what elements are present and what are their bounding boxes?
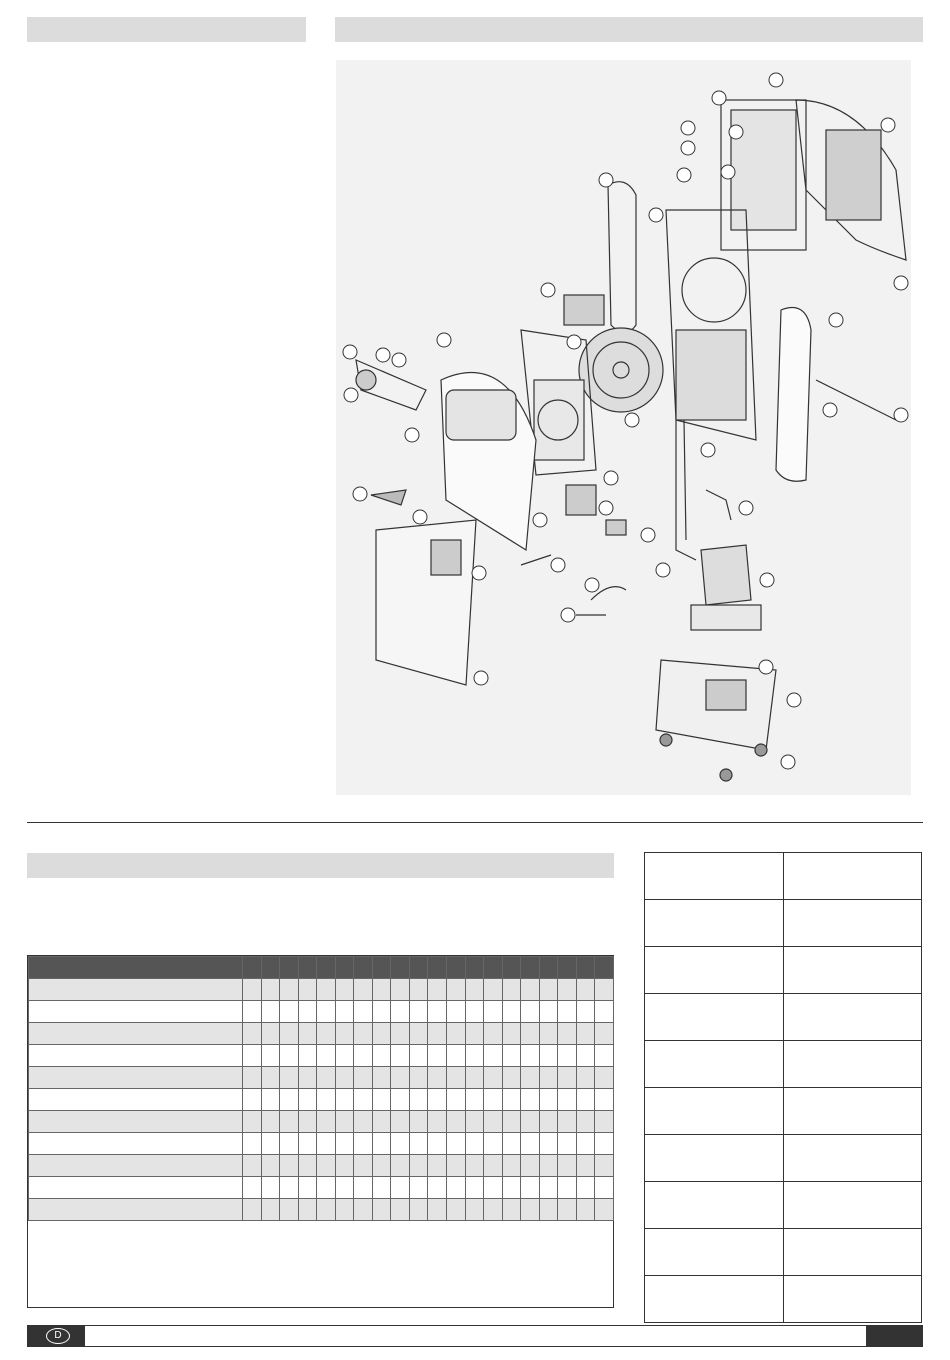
callout-19 bbox=[829, 313, 843, 327]
parts-row bbox=[645, 1041, 922, 1088]
callout-24 bbox=[567, 335, 581, 349]
parts-row bbox=[645, 853, 922, 900]
callout-32 bbox=[343, 345, 357, 359]
fan-opening bbox=[682, 258, 746, 322]
callout-39 bbox=[551, 558, 565, 572]
matrix-row bbox=[29, 1045, 614, 1067]
page-footer bbox=[27, 1325, 923, 1347]
exploded-view-drawing bbox=[336, 60, 911, 795]
parts-row bbox=[645, 947, 922, 994]
callout-11 bbox=[729, 125, 743, 139]
troubleshooting-matrix bbox=[28, 956, 614, 1221]
caster bbox=[660, 734, 672, 746]
matrix-row bbox=[29, 1177, 614, 1199]
callout-30 bbox=[392, 353, 406, 367]
callout-18 bbox=[894, 276, 908, 290]
side-panel bbox=[776, 308, 811, 482]
callout-5 bbox=[656, 563, 670, 577]
section-divider bbox=[27, 822, 923, 823]
callout-31 bbox=[376, 348, 390, 362]
right-section-header-bar bbox=[335, 17, 923, 42]
language-code: D bbox=[46, 1328, 70, 1344]
control-panel-window bbox=[446, 390, 516, 440]
callout-17 bbox=[712, 91, 726, 105]
fan-motor bbox=[564, 295, 604, 325]
callout-8 bbox=[701, 443, 715, 457]
callout-15 bbox=[681, 141, 695, 155]
callout-26 bbox=[599, 501, 613, 515]
capacitor bbox=[606, 520, 626, 535]
matrix-row bbox=[29, 1001, 614, 1023]
callout-13 bbox=[681, 121, 695, 135]
callout-27 bbox=[437, 333, 451, 347]
page-number bbox=[866, 1326, 922, 1346]
matrix-row bbox=[29, 1111, 614, 1133]
exploded-parts-diagram bbox=[336, 60, 911, 795]
callout-40 bbox=[585, 578, 599, 592]
parts-list-table bbox=[644, 852, 922, 1323]
float-switch bbox=[431, 540, 461, 575]
callout-4 bbox=[759, 660, 773, 674]
clip-parts bbox=[371, 490, 406, 505]
callout-41 bbox=[561, 608, 575, 622]
matrix-header-row bbox=[29, 957, 614, 979]
callout-7 bbox=[739, 501, 753, 515]
callout-35 bbox=[353, 487, 367, 501]
callout-16 bbox=[881, 118, 895, 132]
left-section-header-bar bbox=[27, 17, 306, 42]
callout-9 bbox=[649, 208, 663, 222]
callout-2 bbox=[781, 755, 795, 769]
callout-42 bbox=[641, 528, 655, 542]
parts-row bbox=[645, 900, 922, 947]
troubleshooting-table-frame bbox=[27, 955, 614, 1308]
callout-21 bbox=[894, 408, 908, 422]
callout-12 bbox=[721, 165, 735, 179]
matrix-row bbox=[29, 1023, 614, 1045]
callout-25 bbox=[625, 413, 639, 427]
callout-34 bbox=[405, 428, 419, 442]
relay-box bbox=[566, 485, 596, 515]
fan-wheel bbox=[579, 328, 663, 412]
parts-row bbox=[645, 994, 922, 1041]
matrix-row bbox=[29, 1089, 614, 1111]
compressor bbox=[701, 545, 751, 605]
parts-row bbox=[645, 1276, 922, 1323]
parts-row bbox=[645, 1088, 922, 1135]
matrix-row bbox=[29, 1133, 614, 1155]
callout-23 bbox=[541, 283, 555, 297]
probe-wire bbox=[521, 555, 551, 565]
callout-38 bbox=[474, 671, 488, 685]
callout-37 bbox=[472, 566, 486, 580]
matrix-row bbox=[29, 1155, 614, 1177]
rear-filter-mesh bbox=[826, 130, 881, 220]
matrix-row bbox=[29, 1067, 614, 1089]
parts-row bbox=[645, 1229, 922, 1276]
parts-row bbox=[645, 1182, 922, 1229]
callout-33 bbox=[344, 388, 358, 402]
callout-22 bbox=[599, 173, 613, 187]
drain-hose bbox=[706, 490, 731, 520]
troubleshooting-header-bar bbox=[27, 853, 614, 878]
callout-10 bbox=[769, 73, 783, 87]
callout-28 bbox=[604, 471, 618, 485]
matrix-row bbox=[29, 979, 614, 1001]
language-badge bbox=[28, 1326, 85, 1346]
callout-29 bbox=[533, 513, 547, 527]
callout-14 bbox=[677, 168, 691, 182]
parts-row bbox=[645, 1135, 922, 1182]
condensate-tray bbox=[676, 330, 746, 420]
callout-36 bbox=[413, 510, 427, 524]
callout-3 bbox=[760, 573, 774, 587]
drive-belt bbox=[608, 182, 636, 333]
callout-1 bbox=[787, 693, 801, 707]
callout-20 bbox=[823, 403, 837, 417]
matrix-row bbox=[29, 1199, 614, 1221]
